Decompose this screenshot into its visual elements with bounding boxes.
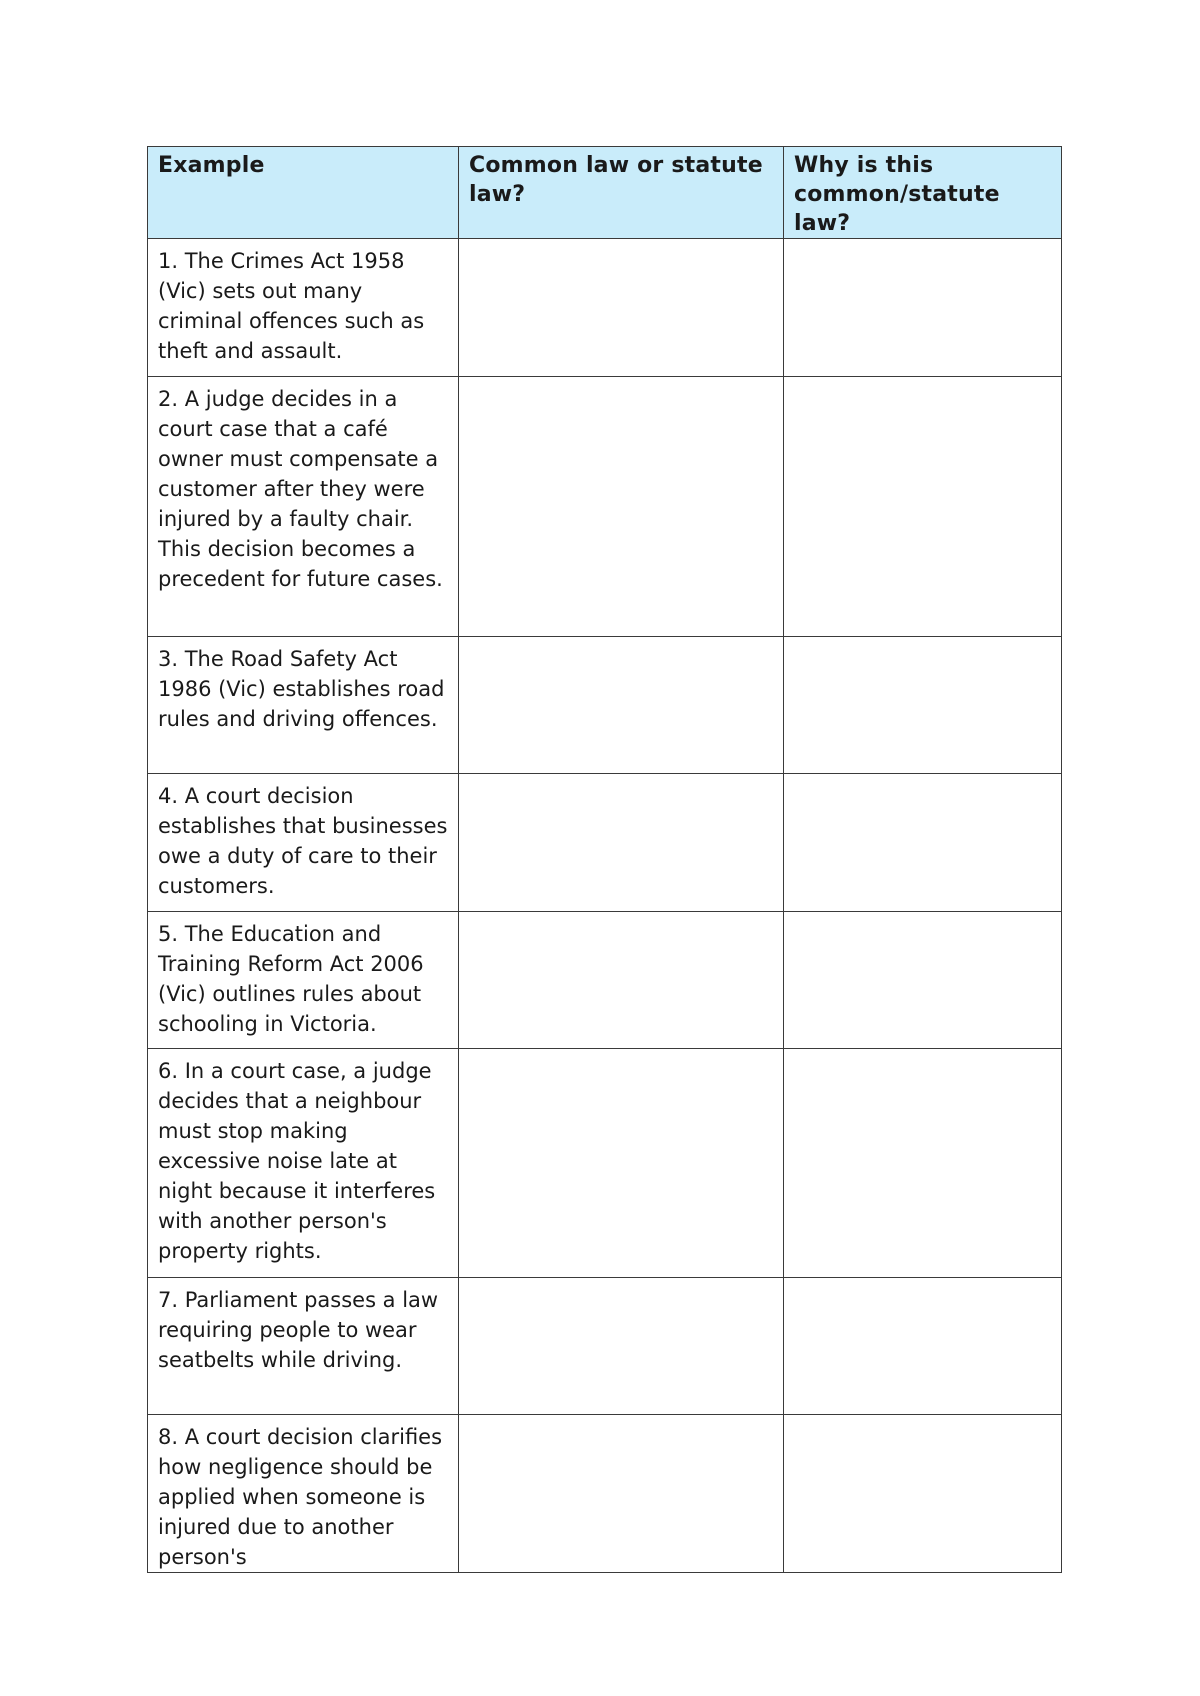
reason-answer-cell[interactable] — [784, 637, 1062, 774]
table-row — [148, 1278, 1062, 1415]
example-cell: 6. In a court case, a judge decides that a neighbour must stop making excessive noise late at night because it interferes with another person's property rights. — [148, 1049, 459, 1278]
header-common-or-statute: Common law or statute law? — [459, 147, 784, 239]
example-cell: 2. A judge decides in a court case that a café owner must compensate a customer after they were injured by a faulty chair. This decision becomes a precedent for future cases. — [148, 377, 459, 637]
header-example: Example — [148, 147, 459, 239]
reason-answer-cell[interactable] — [784, 1049, 1062, 1278]
reason-answer-cell[interactable] — [784, 1278, 1062, 1415]
example-cell: 8. A court decision clarifies how negligence should be applied when someone is injured due to another person's — [148, 1415, 459, 1573]
example-cell: 5. The Education and Training Reform Act 2006 (Vic) outlines rules about schooling in Victoria. — [148, 912, 459, 1049]
law-type-answer-cell[interactable] — [459, 377, 784, 637]
reason-answer-cell[interactable] — [784, 377, 1062, 637]
reason-answer-cell[interactable] — [784, 774, 1062, 912]
example-cell: 1. The Crimes Act 1958 (Vic) sets out many criminal offences such as theft and assault. — [148, 239, 459, 377]
law-type-answer-cell[interactable] — [459, 912, 784, 1049]
reason-answer-cell[interactable] — [784, 1415, 1062, 1573]
example-cell: 3. The Road Safety Act 1986 (Vic) establishes road rules and driving offences. — [148, 637, 459, 774]
law-type-answer-cell[interactable] — [459, 1049, 784, 1278]
law-type-answer-cell[interactable] — [459, 239, 784, 377]
table-row — [148, 1415, 1062, 1573]
reason-answer-cell[interactable] — [784, 239, 1062, 377]
header-why: Why is this common/statute law? — [784, 147, 1062, 239]
table-header-row — [148, 147, 1062, 239]
example-cell: 7. Parliament passes a law requiring people to wear seatbelts while driving. — [148, 1278, 459, 1415]
law-type-answer-cell[interactable] — [459, 637, 784, 774]
table-row — [148, 774, 1062, 912]
table-row — [148, 377, 1062, 637]
table-row — [148, 1049, 1062, 1278]
table-row — [148, 637, 1062, 774]
reason-answer-cell[interactable] — [784, 912, 1062, 1049]
example-cell: 4. A court decision establishes that businesses owe a duty of care to their customers. — [148, 774, 459, 912]
law-classification-table — [147, 146, 1062, 1573]
law-type-answer-cell[interactable] — [459, 1278, 784, 1415]
table-row — [148, 912, 1062, 1049]
table-row — [148, 239, 1062, 377]
law-type-answer-cell[interactable] — [459, 774, 784, 912]
law-type-answer-cell[interactable] — [459, 1415, 784, 1573]
